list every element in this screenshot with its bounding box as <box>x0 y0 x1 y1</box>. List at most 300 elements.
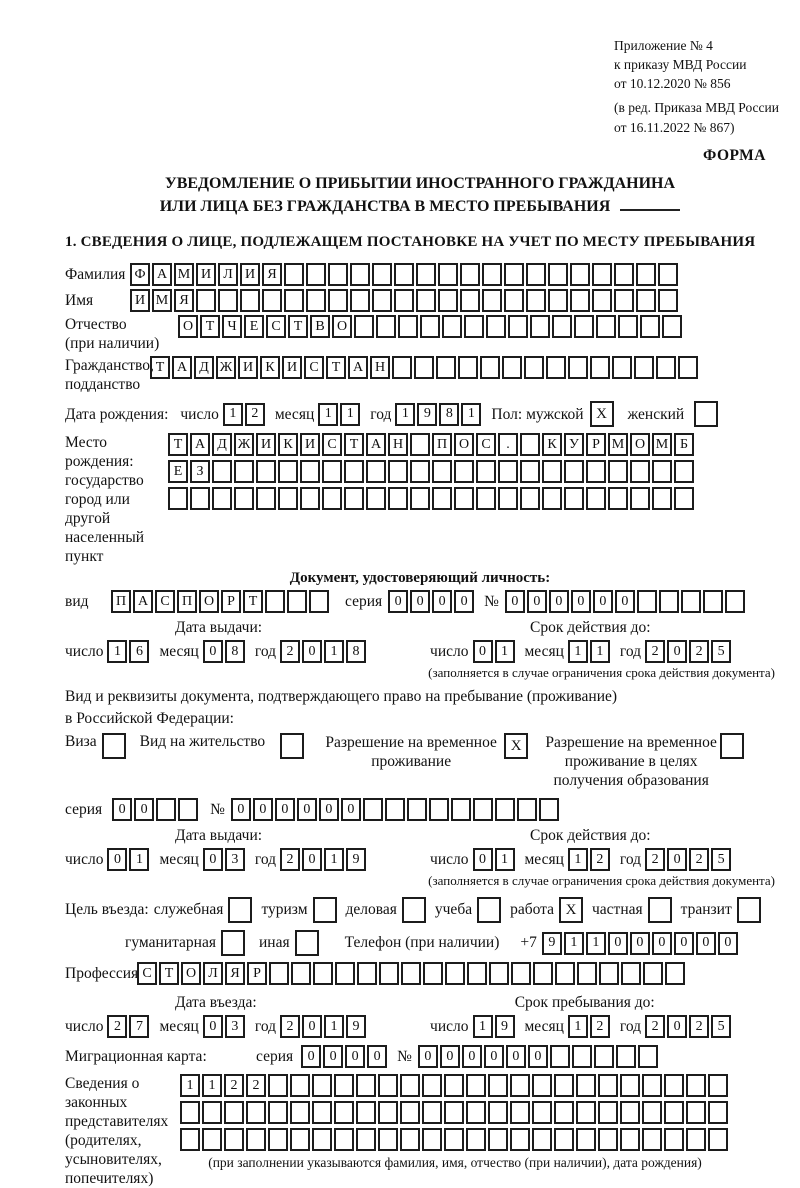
form-cell[interactable] <box>480 356 500 379</box>
form-cell[interactable]: 0 <box>112 798 132 821</box>
form-cell[interactable] <box>246 1128 266 1151</box>
form-cell[interactable] <box>539 798 559 821</box>
form-cell[interactable] <box>378 1101 398 1124</box>
form-cell[interactable]: 0 <box>473 640 493 663</box>
form-cell[interactable] <box>416 263 436 286</box>
form-cell[interactable]: 0 <box>484 1045 504 1068</box>
form-cell[interactable]: 1 <box>202 1074 222 1097</box>
form-cell[interactable] <box>385 798 405 821</box>
form-cell[interactable]: Н <box>388 433 408 456</box>
form-cell[interactable]: 0 <box>462 1045 482 1068</box>
form-cell[interactable] <box>202 1101 222 1124</box>
form-cell[interactable]: 1 <box>495 640 515 663</box>
form-cell[interactable] <box>436 356 456 379</box>
form-cell[interactable] <box>504 289 524 312</box>
form-cell[interactable]: . <box>498 433 518 456</box>
form-cell[interactable] <box>674 460 694 483</box>
form-cell[interactable]: Л <box>218 263 238 286</box>
form-cell[interactable] <box>464 315 484 338</box>
form-cell[interactable] <box>488 1101 508 1124</box>
form-cell[interactable] <box>398 315 418 338</box>
form-cell[interactable]: 0 <box>134 798 154 821</box>
form-cell[interactable] <box>300 487 320 510</box>
form-cell[interactable] <box>422 1101 442 1124</box>
form-cell[interactable]: 0 <box>203 1015 223 1038</box>
form-cell[interactable]: В <box>310 315 330 338</box>
form-cell[interactable]: 2 <box>689 848 709 871</box>
form-cell[interactable]: 1 <box>324 640 344 663</box>
form-cell[interactable] <box>708 1101 728 1124</box>
form-cell[interactable] <box>554 1128 574 1151</box>
form-cell[interactable] <box>180 1128 200 1151</box>
form-cell[interactable] <box>423 962 443 985</box>
form-cell[interactable] <box>550 1045 570 1068</box>
form-cell[interactable]: О <box>630 433 650 456</box>
form-cell[interactable]: Т <box>200 315 220 338</box>
form-cell[interactable] <box>306 289 326 312</box>
form-cell[interactable] <box>268 1101 288 1124</box>
form-cell[interactable] <box>357 962 377 985</box>
form-cell[interactable] <box>466 1128 486 1151</box>
form-cell[interactable]: Я <box>225 962 245 985</box>
form-cell[interactable]: Т <box>168 433 188 456</box>
form-cell[interactable]: 2 <box>107 1015 127 1038</box>
form-cell[interactable]: 0 <box>367 1045 387 1068</box>
form-cell[interactable] <box>495 798 515 821</box>
form-cell[interactable]: И <box>196 263 216 286</box>
checkbox-temp-residence[interactable]: X <box>504 733 528 759</box>
form-cell[interactable] <box>278 487 298 510</box>
form-cell[interactable]: М <box>608 433 628 456</box>
form-cell[interactable] <box>422 1074 442 1097</box>
form-cell[interactable] <box>574 315 594 338</box>
form-cell[interactable] <box>532 1074 552 1097</box>
form-cell[interactable]: 5 <box>711 1015 731 1038</box>
form-cell[interactable] <box>344 460 364 483</box>
form-cell[interactable] <box>178 798 198 821</box>
form-cell[interactable]: 0 <box>674 932 694 955</box>
form-cell[interactable] <box>344 487 364 510</box>
form-cell[interactable]: 1 <box>590 640 610 663</box>
form-cell[interactable] <box>608 460 628 483</box>
form-cell[interactable] <box>212 460 232 483</box>
form-cell[interactable] <box>442 315 462 338</box>
form-cell[interactable]: 0 <box>301 1045 321 1068</box>
form-cell[interactable] <box>590 356 610 379</box>
form-cell[interactable] <box>290 1074 310 1097</box>
form-cell[interactable]: 5 <box>711 848 731 871</box>
form-cell[interactable]: К <box>542 433 562 456</box>
form-cell[interactable] <box>190 487 210 510</box>
form-cell[interactable]: 2 <box>689 1015 709 1038</box>
form-cell[interactable] <box>309 590 329 613</box>
form-cell[interactable] <box>686 1101 706 1124</box>
form-cell[interactable] <box>291 962 311 985</box>
form-cell[interactable]: 0 <box>506 1045 526 1068</box>
form-cell[interactable]: 0 <box>608 932 628 955</box>
form-cell[interactable] <box>284 289 304 312</box>
form-cell[interactable] <box>572 1045 592 1068</box>
form-cell[interactable] <box>570 263 590 286</box>
form-cell[interactable]: 5 <box>711 640 731 663</box>
form-cell[interactable] <box>564 487 584 510</box>
form-cell[interactable]: Я <box>262 263 282 286</box>
form-cell[interactable] <box>476 460 496 483</box>
form-cell[interactable] <box>420 315 440 338</box>
form-cell[interactable] <box>212 487 232 510</box>
form-cell[interactable]: 2 <box>645 1015 665 1038</box>
form-cell[interactable]: 1 <box>324 1015 344 1038</box>
form-cell[interactable] <box>533 962 553 985</box>
form-cell[interactable]: 1 <box>324 848 344 871</box>
form-cell[interactable] <box>454 460 474 483</box>
form-cell[interactable]: 0 <box>323 1045 343 1068</box>
form-cell[interactable]: К <box>278 433 298 456</box>
form-cell[interactable]: И <box>282 356 302 379</box>
form-cell[interactable]: 0 <box>410 590 430 613</box>
form-cell[interactable] <box>662 315 682 338</box>
form-cell[interactable] <box>460 263 480 286</box>
form-cell[interactable] <box>290 1128 310 1151</box>
form-cell[interactable]: Л <box>203 962 223 985</box>
form-cell[interactable] <box>674 487 694 510</box>
form-cell[interactable] <box>708 1128 728 1151</box>
form-cell[interactable] <box>520 487 540 510</box>
checkbox-sex-female[interactable] <box>694 401 718 427</box>
form-cell[interactable] <box>356 1101 376 1124</box>
form-cell[interactable] <box>552 315 572 338</box>
form-cell[interactable] <box>287 590 307 613</box>
form-cell[interactable]: Р <box>586 433 606 456</box>
form-cell[interactable] <box>554 1101 574 1124</box>
form-cell[interactable] <box>388 487 408 510</box>
form-cell[interactable]: 0 <box>275 798 295 821</box>
form-cell[interactable] <box>467 962 487 985</box>
form-cell[interactable]: 9 <box>495 1015 515 1038</box>
form-cell[interactable] <box>488 1074 508 1097</box>
form-cell[interactable]: 3 <box>225 1015 245 1038</box>
form-cell[interactable] <box>520 460 540 483</box>
form-cell[interactable] <box>498 460 518 483</box>
checkbox-purpose-study[interactable] <box>477 897 501 923</box>
form-cell[interactable] <box>642 1101 662 1124</box>
form-cell[interactable] <box>356 1074 376 1097</box>
form-cell[interactable] <box>328 289 348 312</box>
form-cell[interactable]: 9 <box>417 403 437 426</box>
form-cell[interactable]: 0 <box>667 848 687 871</box>
form-cell[interactable] <box>570 289 590 312</box>
form-cell[interactable] <box>376 315 396 338</box>
form-cell[interactable] <box>520 433 540 456</box>
form-cell[interactable] <box>312 1128 332 1151</box>
form-cell[interactable]: Н <box>370 356 390 379</box>
form-cell[interactable] <box>482 289 502 312</box>
form-cell[interactable] <box>300 460 320 483</box>
form-cell[interactable] <box>564 460 584 483</box>
form-cell[interactable] <box>354 315 374 338</box>
form-cell[interactable] <box>256 460 276 483</box>
checkbox-residence-permit[interactable] <box>280 733 304 759</box>
form-cell[interactable] <box>526 263 546 286</box>
form-cell[interactable] <box>429 798 449 821</box>
form-cell[interactable] <box>546 356 566 379</box>
form-cell[interactable]: М <box>652 433 672 456</box>
form-cell[interactable] <box>640 315 660 338</box>
form-cell[interactable]: 1 <box>564 932 584 955</box>
form-cell[interactable] <box>664 1074 684 1097</box>
form-cell[interactable]: 0 <box>319 798 339 821</box>
form-cell[interactable]: Е <box>244 315 264 338</box>
form-cell[interactable] <box>466 1101 486 1124</box>
form-cell[interactable] <box>444 1101 464 1124</box>
form-cell[interactable] <box>256 487 276 510</box>
form-cell[interactable]: 2 <box>246 1074 266 1097</box>
form-cell[interactable]: П <box>111 590 131 613</box>
form-cell[interactable]: М <box>152 289 172 312</box>
form-cell[interactable]: 8 <box>225 640 245 663</box>
form-cell[interactable]: 2 <box>645 640 665 663</box>
form-cell[interactable]: 1 <box>129 848 149 871</box>
form-cell[interactable] <box>444 1128 464 1151</box>
form-cell[interactable]: 0 <box>615 590 635 613</box>
form-cell[interactable] <box>576 1101 596 1124</box>
form-cell[interactable]: 0 <box>454 590 474 613</box>
checkbox-sex-male[interactable]: X <box>590 401 614 427</box>
form-cell[interactable] <box>542 460 562 483</box>
form-cell[interactable] <box>410 460 430 483</box>
form-cell[interactable] <box>335 962 355 985</box>
form-cell[interactable] <box>630 487 650 510</box>
form-cell[interactable]: 2 <box>224 1074 244 1097</box>
form-cell[interactable]: 1 <box>395 403 415 426</box>
form-cell[interactable] <box>532 1101 552 1124</box>
form-cell[interactable] <box>168 487 188 510</box>
form-cell[interactable]: П <box>177 590 197 613</box>
form-cell[interactable] <box>218 289 238 312</box>
form-cell[interactable]: 2 <box>280 640 300 663</box>
form-cell[interactable]: 9 <box>542 932 562 955</box>
form-cell[interactable] <box>482 263 502 286</box>
form-cell[interactable]: 0 <box>432 590 452 613</box>
form-cell[interactable] <box>642 1074 662 1097</box>
form-cell[interactable] <box>598 1074 618 1097</box>
form-cell[interactable] <box>400 1101 420 1124</box>
form-cell[interactable] <box>548 263 568 286</box>
form-cell[interactable]: 2 <box>590 848 610 871</box>
form-cell[interactable]: Т <box>288 315 308 338</box>
form-cell[interactable]: С <box>304 356 324 379</box>
form-cell[interactable] <box>454 487 474 510</box>
form-cell[interactable] <box>400 1074 420 1097</box>
form-cell[interactable]: 0 <box>388 590 408 613</box>
form-cell[interactable]: 1 <box>568 848 588 871</box>
form-cell[interactable] <box>284 263 304 286</box>
form-cell[interactable] <box>451 798 471 821</box>
form-cell[interactable]: 0 <box>571 590 591 613</box>
form-cell[interactable] <box>416 289 436 312</box>
form-cell[interactable] <box>614 289 634 312</box>
form-cell[interactable]: 2 <box>689 640 709 663</box>
checkbox-purpose-humanitarian[interactable] <box>221 930 245 956</box>
form-cell[interactable] <box>618 315 638 338</box>
form-cell[interactable] <box>642 1128 662 1151</box>
form-cell[interactable]: Т <box>326 356 346 379</box>
form-cell[interactable]: 1 <box>461 403 481 426</box>
form-cell[interactable] <box>366 487 386 510</box>
form-cell[interactable] <box>414 356 434 379</box>
form-cell[interactable] <box>388 460 408 483</box>
checkbox-temp-residence-education[interactable] <box>720 733 744 759</box>
form-cell[interactable] <box>576 1128 596 1151</box>
form-cell[interactable]: А <box>152 263 172 286</box>
form-cell[interactable] <box>659 590 679 613</box>
form-cell[interactable] <box>444 1074 464 1097</box>
form-cell[interactable] <box>678 356 698 379</box>
form-cell[interactable]: 6 <box>129 640 149 663</box>
form-cell[interactable] <box>458 356 478 379</box>
form-cell[interactable] <box>290 1101 310 1124</box>
checkbox-purpose-work[interactable]: X <box>559 897 583 923</box>
form-cell[interactable]: Ч <box>222 315 242 338</box>
form-cell[interactable] <box>577 962 597 985</box>
form-cell[interactable]: 0 <box>630 932 650 955</box>
form-cell[interactable]: А <box>348 356 368 379</box>
form-cell[interactable]: П <box>432 433 452 456</box>
form-cell[interactable] <box>366 460 386 483</box>
form-cell[interactable] <box>510 1074 530 1097</box>
form-cell[interactable]: 0 <box>667 640 687 663</box>
form-cell[interactable]: Ф <box>130 263 150 286</box>
form-cell[interactable] <box>313 962 333 985</box>
form-cell[interactable]: С <box>155 590 175 613</box>
form-cell[interactable]: 8 <box>439 403 459 426</box>
form-cell[interactable]: 0 <box>440 1045 460 1068</box>
form-cell[interactable] <box>432 487 452 510</box>
checkbox-visa[interactable] <box>102 733 126 759</box>
form-cell[interactable]: 2 <box>645 848 665 871</box>
form-cell[interactable] <box>486 315 506 338</box>
checkbox-purpose-private[interactable] <box>648 897 672 923</box>
form-cell[interactable] <box>638 1045 658 1068</box>
form-cell[interactable] <box>686 1074 706 1097</box>
form-cell[interactable]: И <box>240 263 260 286</box>
form-cell[interactable]: Ж <box>216 356 236 379</box>
form-cell[interactable]: З <box>190 460 210 483</box>
form-cell[interactable]: Б <box>674 433 694 456</box>
form-cell[interactable] <box>202 1128 222 1151</box>
checkbox-purpose-transit[interactable] <box>737 897 761 923</box>
form-cell[interactable] <box>410 487 430 510</box>
form-cell[interactable]: А <box>190 433 210 456</box>
form-cell[interactable]: 0 <box>473 848 493 871</box>
form-cell[interactable] <box>555 962 575 985</box>
form-cell[interactable] <box>489 962 509 985</box>
form-cell[interactable] <box>378 1128 398 1151</box>
checkbox-purpose-business[interactable] <box>402 897 426 923</box>
form-cell[interactable] <box>652 487 672 510</box>
form-cell[interactable]: 1 <box>223 403 243 426</box>
form-cell[interactable] <box>517 798 537 821</box>
form-cell[interactable] <box>234 460 254 483</box>
form-cell[interactable]: 1 <box>318 403 338 426</box>
form-cell[interactable] <box>621 962 641 985</box>
form-cell[interactable]: 2 <box>245 403 265 426</box>
form-cell[interactable] <box>334 1128 354 1151</box>
form-cell[interactable] <box>532 1128 552 1151</box>
form-cell[interactable]: 0 <box>297 798 317 821</box>
form-cell[interactable] <box>432 460 452 483</box>
form-cell[interactable] <box>156 798 176 821</box>
form-cell[interactable] <box>612 356 632 379</box>
form-cell[interactable] <box>530 315 550 338</box>
form-cell[interactable]: 1 <box>107 640 127 663</box>
form-cell[interactable] <box>681 590 701 613</box>
form-cell[interactable] <box>372 289 392 312</box>
form-cell[interactable]: С <box>266 315 286 338</box>
form-cell[interactable] <box>401 962 421 985</box>
form-cell[interactable] <box>658 289 678 312</box>
form-cell[interactable] <box>246 1101 266 1124</box>
form-cell[interactable] <box>592 263 612 286</box>
form-cell[interactable] <box>498 487 518 510</box>
form-cell[interactable] <box>262 289 282 312</box>
form-cell[interactable]: 3 <box>225 848 245 871</box>
form-cell[interactable]: А <box>172 356 192 379</box>
form-cell[interactable]: С <box>322 433 342 456</box>
form-cell[interactable]: Д <box>212 433 232 456</box>
form-cell[interactable] <box>504 263 524 286</box>
form-cell[interactable] <box>322 487 342 510</box>
form-cell[interactable] <box>620 1074 640 1097</box>
form-cell[interactable] <box>725 590 745 613</box>
checkbox-purpose-other[interactable] <box>295 930 319 956</box>
form-cell[interactable]: С <box>476 433 496 456</box>
form-cell[interactable] <box>334 1101 354 1124</box>
form-cell[interactable]: 0 <box>652 932 672 955</box>
form-cell[interactable] <box>372 263 392 286</box>
form-cell[interactable]: 0 <box>345 1045 365 1068</box>
form-cell[interactable] <box>598 1128 618 1151</box>
form-cell[interactable] <box>599 962 619 985</box>
form-cell[interactable] <box>708 1074 728 1097</box>
form-cell[interactable]: 0 <box>107 848 127 871</box>
form-cell[interactable]: У <box>564 433 584 456</box>
form-cell[interactable] <box>410 433 430 456</box>
form-cell[interactable]: О <box>199 590 219 613</box>
form-cell[interactable] <box>620 1101 640 1124</box>
form-cell[interactable]: 7 <box>129 1015 149 1038</box>
form-cell[interactable] <box>511 962 531 985</box>
form-cell[interactable]: 0 <box>231 798 251 821</box>
form-cell[interactable] <box>686 1128 706 1151</box>
form-cell[interactable] <box>636 289 656 312</box>
form-cell[interactable] <box>643 962 663 985</box>
form-cell[interactable]: 1 <box>495 848 515 871</box>
form-cell[interactable]: И <box>300 433 320 456</box>
form-cell[interactable] <box>636 263 656 286</box>
form-cell[interactable]: Р <box>247 962 267 985</box>
checkbox-purpose-official[interactable] <box>228 897 252 923</box>
form-cell[interactable] <box>652 460 672 483</box>
form-cell[interactable] <box>334 1074 354 1097</box>
form-cell[interactable] <box>394 289 414 312</box>
form-cell[interactable]: 0 <box>528 1045 548 1068</box>
form-cell[interactable]: 1 <box>568 640 588 663</box>
form-cell[interactable] <box>392 356 412 379</box>
form-cell[interactable]: 2 <box>590 1015 610 1038</box>
form-cell[interactable]: О <box>454 433 474 456</box>
form-cell[interactable] <box>502 356 522 379</box>
